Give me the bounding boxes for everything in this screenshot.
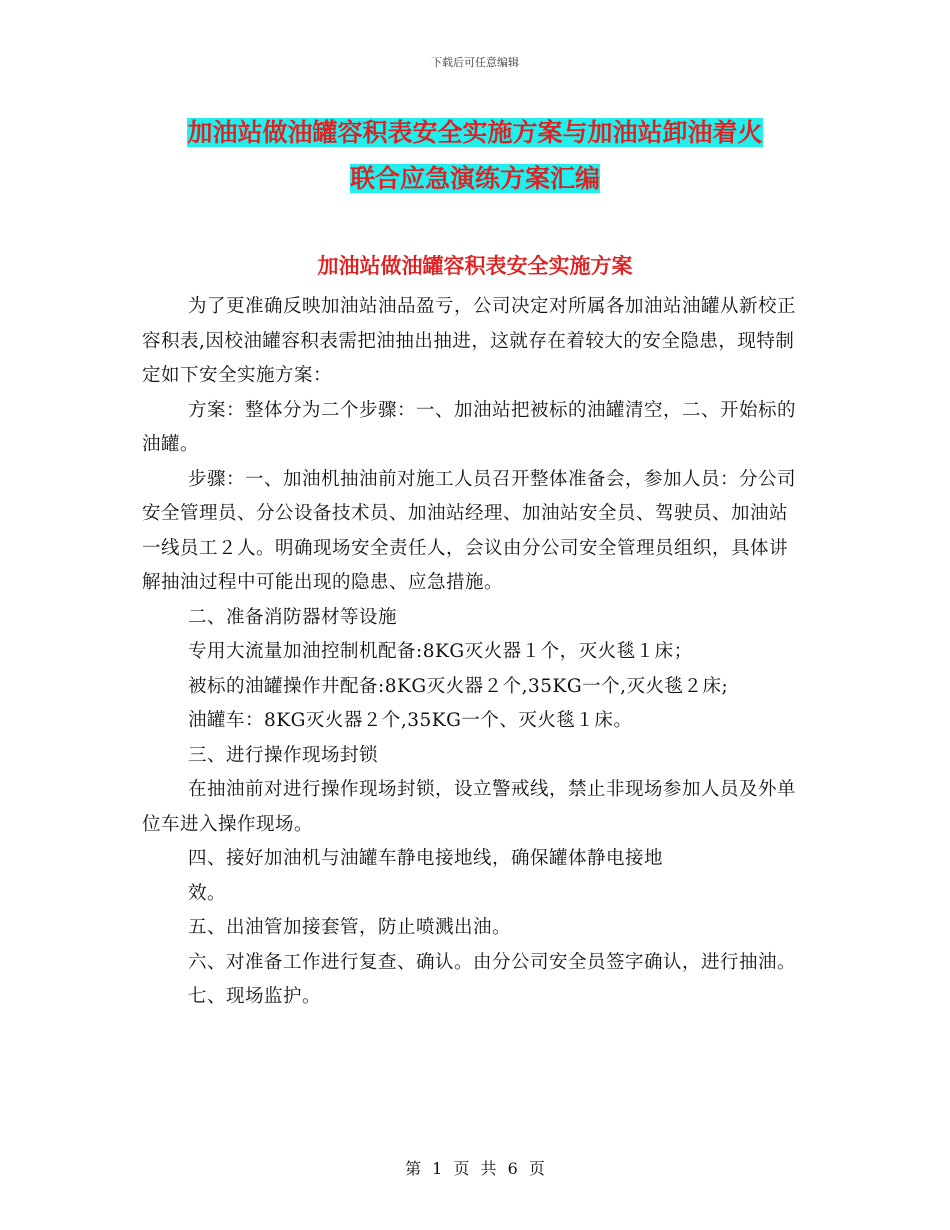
document-title xyxy=(140,110,810,202)
paragraph: 步骤：一、加油机抽油前对施工人员召开整体准备会，参加人员：分公司安全管理员、分公设备技术员、加油站经理、加油站安全员、驾驶员、加油站一线员工２人。明确现场安全责任人，会议由分公司安全管理员组织，具体讲解抽油过程中可能出现的隐患、应急措施。 xyxy=(142,468,797,593)
paragraph: 六、对准备工作进行复查、确认。由分公司安全员签字确认，进行抽油。 xyxy=(188,951,797,973)
paragraph: 在抽油前对进行操作现场封锁，设立警戒线，禁止非现场参加人员及外单位车进入操作现场。 xyxy=(142,779,797,835)
document-body xyxy=(142,290,804,1015)
paragraph: 效。 xyxy=(188,882,227,904)
page-footer: 第 1 页 共 6 页 xyxy=(405,1159,545,1178)
section-title: 加油站做油罐容积表安全实施方案 xyxy=(317,254,633,278)
paragraph: 油罐车：8KG灭火器２个,35KG一个、灭火毯１床。 xyxy=(188,710,633,731)
paragraph: 被标的油罐操作井配备:8KG灭火器２个,35KG一个,灭火毯２床; xyxy=(188,675,729,697)
title-line-2: 联合应急演练方案汇编 xyxy=(349,164,600,193)
paragraph: 二、准备消防器材等设施 xyxy=(188,606,398,628)
paragraph: 三、进行操作现场封锁 xyxy=(188,744,379,766)
paragraph: 四、接好加油机与油罐车静电接地线，确保罐体静电接地 xyxy=(188,848,664,869)
paragraph: 七、现场监护。 xyxy=(188,986,322,1007)
paragraph: 五、出油管加接套管，防止喷溅出油。 xyxy=(188,917,512,938)
paragraph: 为了更准确反映加油站油品盈亏，公司决定对所属各加油站油罐从新校正容积表,因校油罐容积表需把油抽出抽进，这就存在着较大的安全隐患，现特制定如下安全实施方案： xyxy=(142,296,797,386)
paragraph: 方案：整体分为二个步骤：一、加油站把被标的油罐清空，二、开始标的油罐。 xyxy=(142,399,797,455)
title-line-1: 加油站做油罐容积表安全实施方案与加油站卸油着火 xyxy=(187,118,763,147)
header-note: 下载后可任意编辑 xyxy=(431,56,519,69)
paragraph: 专用大流量加油控制机配备:8KG灭火器１个，灭火毯１床； xyxy=(188,641,693,662)
